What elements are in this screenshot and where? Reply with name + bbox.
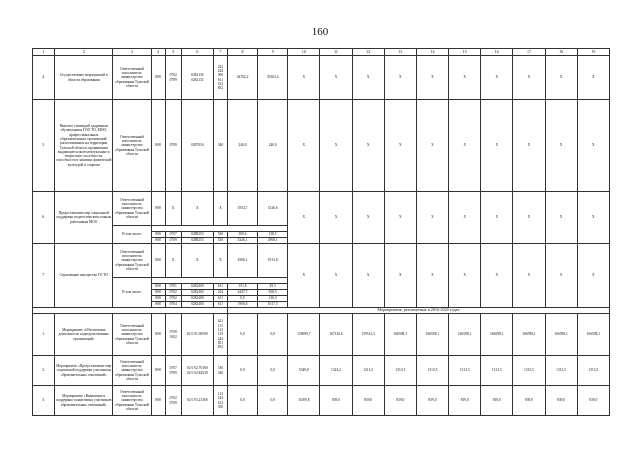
value-x: X	[384, 100, 416, 192]
value-yearly: 11509,8	[288, 386, 320, 416]
grbs-code: 808	[151, 244, 165, 278]
value-x: X	[577, 244, 609, 308]
grbs-code: 808	[151, 386, 165, 416]
value-col-8: 0,0	[227, 314, 257, 356]
target-article-code: X	[181, 244, 213, 278]
measure-name: Выплата стипендий одаренным обучающимся ГОО ТО, МОО, профессиональных образовательных организаций, расположенных на территории Тульской области, проявившим выдающиеся интеллектуальные и творческие способности, способности в занятиях физической культурой и спортом	[55, 100, 113, 192]
section-code: X	[165, 244, 181, 278]
column-number: 13	[384, 49, 416, 56]
target-article-code: 02 0 02.70160 02 0 02.82530	[181, 356, 213, 386]
grbs-code: 808	[151, 290, 165, 296]
column-number-row	[33, 49, 610, 56]
value-yearly: 1313,5	[513, 356, 545, 386]
value-x: X	[449, 56, 481, 100]
measure-name: Мероприятие «Выявление и поддержка талантливых участников образовательных отношений»	[55, 386, 113, 416]
value-x: X	[288, 56, 320, 100]
executor: Ответственный исполнитель: министерство образования Тульской области	[113, 244, 151, 278]
value-yearly: 1313,5	[545, 356, 577, 386]
expense-type-code: 530 340	[213, 356, 227, 386]
value-yearly: 1324,2	[320, 356, 352, 386]
row-number: 2.	[33, 356, 55, 386]
expense-type-code: 611	[213, 284, 227, 290]
value-col-9: 0,0	[258, 356, 288, 386]
value-col-8: 4506,1	[227, 244, 257, 278]
value-x: X	[288, 100, 320, 192]
section-code: 0702 0709	[165, 56, 181, 100]
value-x: X	[449, 100, 481, 192]
measure-name: Осуществление мероприятий в области образования	[55, 56, 113, 100]
executor: Ответственный исполнитель: министерство образования Тульской области	[113, 386, 151, 416]
value-x: X	[577, 192, 609, 244]
expense-type-code: X	[213, 192, 227, 226]
target-article-code: 0282136 0282131	[181, 56, 213, 100]
column-number: 17	[513, 49, 545, 56]
grbs-code: 808	[151, 296, 165, 302]
table-row	[33, 56, 610, 100]
row-number: 6.	[33, 192, 55, 244]
section-code: 0702	[165, 296, 181, 302]
value-x: X	[481, 244, 513, 308]
value-yearly: 1313,5	[416, 356, 448, 386]
value-yearly: 166598,1	[449, 314, 481, 356]
table-row	[33, 100, 610, 192]
value-yearly: 839,0	[577, 386, 609, 416]
value-yearly: 1313,5	[352, 356, 384, 386]
value-yearly: 1313,5	[384, 356, 416, 386]
value-x: X	[577, 100, 609, 192]
value-x: X	[481, 56, 513, 100]
value-col-8: 1906,8	[227, 302, 257, 308]
value-col-8: 5246,1	[227, 238, 257, 244]
target-article-code: X	[181, 192, 213, 226]
value-yearly: 166598,1	[577, 314, 609, 356]
value-x: X	[545, 192, 577, 244]
expense-type-code: 112 244 612 350	[213, 386, 227, 416]
value-col-9: 49,5	[258, 284, 288, 290]
value-x: X	[384, 244, 416, 308]
value-yearly: 166598,1	[416, 314, 448, 356]
measure-name: Мероприятие «Предоставление мер социальной поддержки участникам образовательных отношений»	[55, 356, 113, 386]
value-x: X	[384, 192, 416, 244]
value-x: X	[416, 192, 448, 244]
value-col-8: 5554,7	[227, 192, 257, 226]
value-yearly: 839,0	[320, 386, 352, 416]
value-col-9: 0,0	[258, 314, 288, 356]
value-col-9: 158,5	[258, 232, 288, 238]
value-x: X	[416, 244, 448, 308]
column-number: 14	[416, 49, 448, 56]
row-number: 3.	[33, 386, 55, 416]
measure-name: Предоставление мер социальной поддержки педагогическим и иным работникам МОО	[55, 192, 113, 244]
section-code: 0707 0709	[165, 356, 181, 386]
column-number: 9	[258, 49, 288, 56]
in-total-label: В том числе:	[113, 278, 151, 308]
expense-type-code: 530	[213, 238, 227, 244]
value-yearly: 839,0	[352, 386, 384, 416]
expense-type-code: 244	[213, 290, 227, 296]
target-article-code: 02 0 01.00590	[181, 314, 213, 356]
value-x: X	[481, 100, 513, 192]
value-x: X	[320, 244, 352, 308]
value-yearly: 839,0	[384, 386, 416, 416]
table-row	[33, 356, 610, 386]
target-article-code: 0287016	[181, 100, 213, 192]
target-article-code: 0282400	[181, 302, 213, 308]
row-number: 7.	[33, 244, 55, 308]
grbs-code: 808	[151, 302, 165, 308]
value-col-9: 33363,4	[258, 56, 288, 100]
expense-type-code: 621 111 112 119 244 851 852	[213, 314, 227, 356]
value-yearly: 839,0	[513, 386, 545, 416]
value-yearly: 166598,1	[513, 314, 545, 356]
table-row	[33, 386, 610, 416]
measure-name: Мероприятие «Обеспечение деятельности подведомственных организаций»	[55, 314, 113, 356]
value-col-9: 838,5	[258, 290, 288, 296]
value-x: X	[545, 244, 577, 308]
value-col-8: 240,0	[227, 100, 257, 192]
expense-type-code: 340	[213, 100, 227, 192]
value-x: X	[416, 56, 448, 100]
grbs-code: 808	[151, 314, 165, 356]
section-code: 0702 0709	[165, 386, 181, 416]
expense-type-code: 242 244 300 611 612 852	[213, 56, 227, 100]
executor: Ответственный исполнитель: министерство образования Тульской области	[113, 356, 151, 386]
section-code: 0709 1002	[165, 314, 181, 356]
table-body	[33, 49, 610, 416]
column-number: 7	[213, 49, 227, 56]
value-x: X	[384, 56, 416, 100]
value-x: X	[352, 100, 384, 192]
grbs-code: 808	[151, 284, 165, 290]
page-number: 160	[311, 26, 329, 38]
value-yearly: 1313,5	[481, 356, 513, 386]
target-article-code: 02 0 03.21360	[181, 386, 213, 416]
column-number: 12	[352, 49, 384, 56]
expense-type-code: X	[213, 244, 227, 278]
grbs-code: 808	[151, 100, 165, 192]
value-yearly: 159512,3	[352, 314, 384, 356]
column-number: 10	[288, 49, 320, 56]
value-col-8: 0,0	[227, 356, 257, 386]
grbs-code: 808	[151, 192, 165, 226]
value-col-9: 216,3	[258, 296, 288, 302]
value-x: X	[513, 56, 545, 100]
value-yearly: 166598,1	[481, 314, 513, 356]
value-x: X	[513, 100, 545, 192]
column-number: 8	[227, 49, 257, 56]
value-x: X	[416, 100, 448, 192]
in-total-label: В том числе:	[113, 226, 151, 244]
value-x: X	[288, 192, 320, 244]
expense-type-code: 530	[213, 232, 227, 238]
value-x: X	[481, 192, 513, 244]
column-number: 3	[113, 49, 151, 56]
value-col-9: 3126,6	[258, 192, 288, 226]
column-number: 6	[181, 49, 213, 56]
value-x: X	[513, 244, 545, 308]
expense-type-code: 611	[213, 296, 227, 302]
value-x: X	[577, 56, 609, 100]
value-yearly: 167126,6	[320, 314, 352, 356]
expense-type-code: 611	[213, 302, 227, 308]
grbs-code: 808	[151, 356, 165, 386]
value-x: X	[352, 192, 384, 244]
column-number: 4	[151, 49, 165, 56]
value-x: X	[449, 192, 481, 244]
value-yearly: 839,0	[416, 386, 448, 416]
row-number: 1.	[33, 314, 55, 356]
executor: Ответственный исполнитель: министерство образования Тульской области	[113, 56, 151, 100]
section-code: 0709	[165, 238, 181, 244]
target-article-code: 0288253	[181, 232, 213, 238]
section-code: X	[165, 192, 181, 226]
value-col-9: 1913,8	[258, 244, 288, 278]
value-yearly: 839,0	[449, 386, 481, 416]
value-col-8: 2447,7	[227, 290, 257, 296]
section-code: 0701	[165, 284, 181, 290]
row-number: 4.	[33, 56, 55, 100]
column-number: 16	[481, 49, 513, 56]
grbs-code: 808	[151, 56, 165, 100]
table-row	[33, 314, 610, 356]
column-number: 19	[577, 49, 609, 56]
column-number: 15	[449, 49, 481, 56]
value-col-8: 0,0	[227, 296, 257, 302]
grbs-code: 808	[151, 232, 165, 238]
target-article-code: 0282400	[181, 296, 213, 302]
section-code: 0709	[165, 100, 181, 192]
value-yearly: 839,0	[481, 386, 513, 416]
value-x: X	[320, 100, 352, 192]
value-x: X	[545, 100, 577, 192]
value-col-9: 2968,1	[258, 238, 288, 244]
value-yearly: 5349,8	[288, 356, 320, 386]
value-x: X	[352, 244, 384, 308]
table-row	[33, 244, 610, 278]
section-code: 0707	[165, 232, 181, 238]
value-x: X	[320, 192, 352, 244]
executor: Ответственный исполнитель: министерство образования Тульской области	[113, 192, 151, 226]
value-x: X	[449, 244, 481, 308]
target-article-code: 0282400	[181, 290, 213, 296]
value-col-8: 0,0	[227, 386, 257, 416]
value-yearly: 839,0	[545, 386, 577, 416]
executor: Ответственный исполнитель: министерство образования Тульской области	[113, 314, 151, 356]
value-col-9: 0,0	[258, 386, 288, 416]
value-x: X	[545, 56, 577, 100]
value-yearly: 1313,5	[577, 356, 609, 386]
value-yearly: 166598,1	[384, 314, 416, 356]
value-col-8: 44782,2	[227, 56, 257, 100]
value-col-9: 240,0	[258, 100, 288, 192]
value-x: X	[288, 244, 320, 308]
column-number: 5	[165, 49, 181, 56]
value-x: X	[320, 56, 352, 100]
column-number: 18	[545, 49, 577, 56]
budget-table	[32, 48, 610, 416]
value-yearly: 1313,5	[449, 356, 481, 386]
row-number: 5.	[33, 100, 55, 192]
section-code: 0702	[165, 290, 181, 296]
measure-name: Страхование имущества ГО ТО	[55, 244, 113, 308]
column-number: 11	[320, 49, 352, 56]
target-article-code: 0282400	[181, 284, 213, 290]
value-yearly: 159099,7	[288, 314, 320, 356]
value-x: X	[352, 56, 384, 100]
value-col-8: 151,6	[227, 284, 257, 290]
executor: Ответственный исполнитель: министерство образования Тульской области	[113, 100, 151, 192]
column-number: 1	[33, 49, 55, 56]
column-number: 2	[55, 49, 113, 56]
grbs-code: 808	[151, 238, 165, 244]
section-title: Мероприятия, реализуемые в 2016-2020 годах	[227, 308, 609, 314]
value-col-9: 1017,5	[258, 302, 288, 308]
value-x: X	[513, 192, 545, 244]
target-article-code: 0288253	[181, 238, 213, 244]
value-yearly: 166598,1	[545, 314, 577, 356]
table-row	[33, 192, 610, 226]
value-col-8: 308,6	[227, 232, 257, 238]
section-code: 0704	[165, 302, 181, 308]
